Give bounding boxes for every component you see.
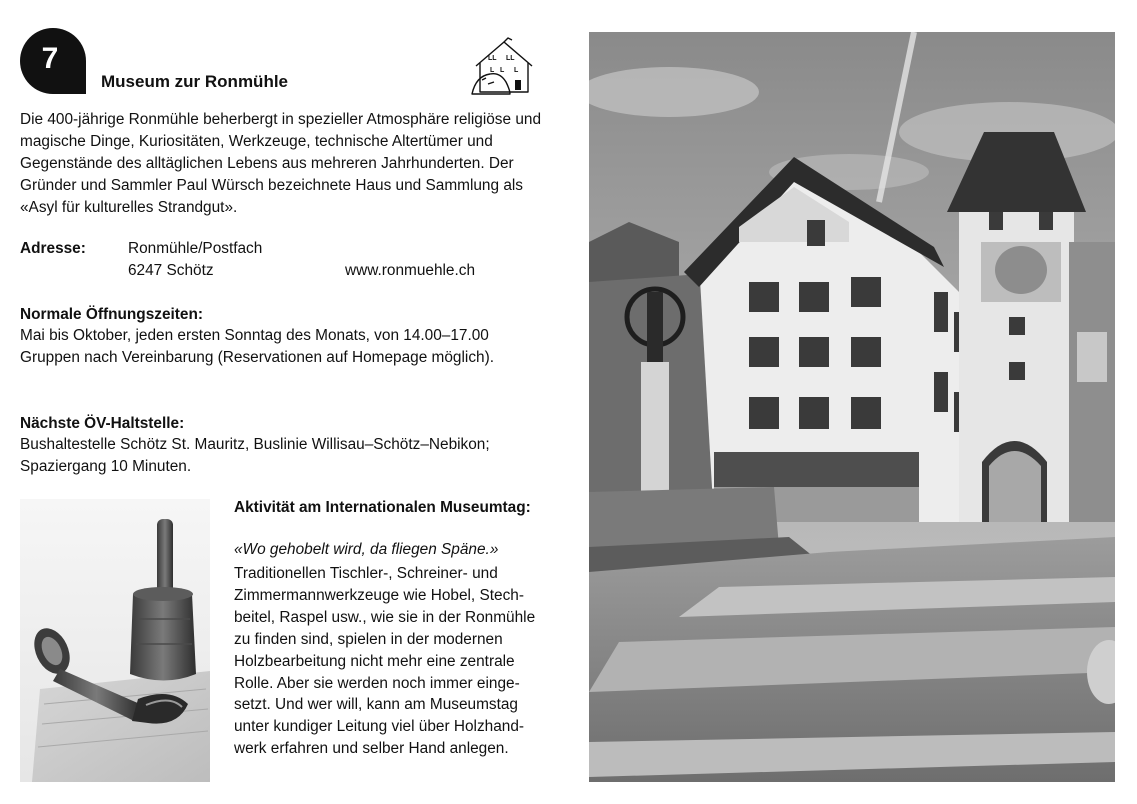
transport-label: Nächste ÖV-Haltstelle:: [20, 415, 185, 432]
hours-line-1: Mai bis Oktober, jeden ersten Sonntag des Monats, von 14.00–17.00: [20, 327, 489, 344]
intro-paragraph: Die 400-jährige Ronmühle beherbergt in spezieller Atmosphäre religiöse und magische Dinge, Kuriositäten, Werkzeuge, technische Altertümer und Gegenstände des alltäglichen Lebens aus mehreren Jahrhunderten. Der Gründer und Sammler Paul Würsch bezeichnete Haus und Sammlung als «Asyl für kulturelles Strandgut».: [20, 111, 542, 216]
activity-line: Holzbearbeitung nicht mehr eine zentrale: [234, 652, 515, 670]
activity-line: Traditionellen Tischler-, Schreiner- und: [234, 565, 498, 582]
mill-house-icon: [466, 36, 546, 100]
activity-line: Rolle. Aber sie werden noch immer einge-: [234, 674, 520, 692]
transport-line-2: Spaziergang 10 Minuten.: [20, 458, 192, 475]
activity-title: Aktivität am Internationalen Museumtag:: [234, 499, 531, 516]
activity-line: setzt. Und wer will, kann am Museumstag: [234, 696, 518, 714]
svg-text:L: L: [490, 67, 495, 74]
hours-label: Normale Öffnungszeiten:: [20, 306, 203, 323]
transport-line-1: Bushaltestelle Schötz St. Mauritz, Buslinie Willisau–Schötz–Nebikon;: [20, 436, 490, 453]
activity-body: [234, 563, 554, 760]
address-line-1: Ronmühle/Postfach: [128, 240, 263, 257]
page-title: Museum zur Ronmühle: [101, 72, 289, 91]
section-number: 7: [41, 42, 59, 75]
svg-text:LL: LL: [506, 55, 515, 62]
activity-line: Zimmermannwerkzeuge wie Hobel, Stech-: [234, 586, 524, 604]
town-square-photo: [589, 32, 1115, 782]
svg-text:L: L: [500, 67, 505, 74]
hours-line-2: Gruppen nach Vereinbarung (Reservationen auf Homepage möglich).: [20, 349, 494, 366]
activity-line: unter kundiger Leitung viel über Holzhand-: [234, 718, 525, 736]
svg-text:LL: LL: [488, 55, 497, 62]
activity-line: werk erfahren und selber Hand anlegen.: [234, 740, 509, 758]
address-line-2: 6247 Schötz: [128, 262, 214, 279]
woodworking-tools-photo: [20, 499, 210, 782]
svg-text:L: L: [514, 67, 519, 74]
website-link[interactable]: www.ronmuehle.ch: [345, 262, 476, 279]
section-number-badge: [20, 28, 86, 94]
address-label: Adresse:: [20, 240, 86, 257]
activity-line: beitel, Raspel usw., wie sie in der Ronmühle: [234, 608, 536, 626]
activity-line: zu finden sind, spielen in der modernen: [234, 630, 503, 648]
activity-quote: «Wo gehobelt wird, da fliegen Späne.»: [234, 541, 499, 558]
